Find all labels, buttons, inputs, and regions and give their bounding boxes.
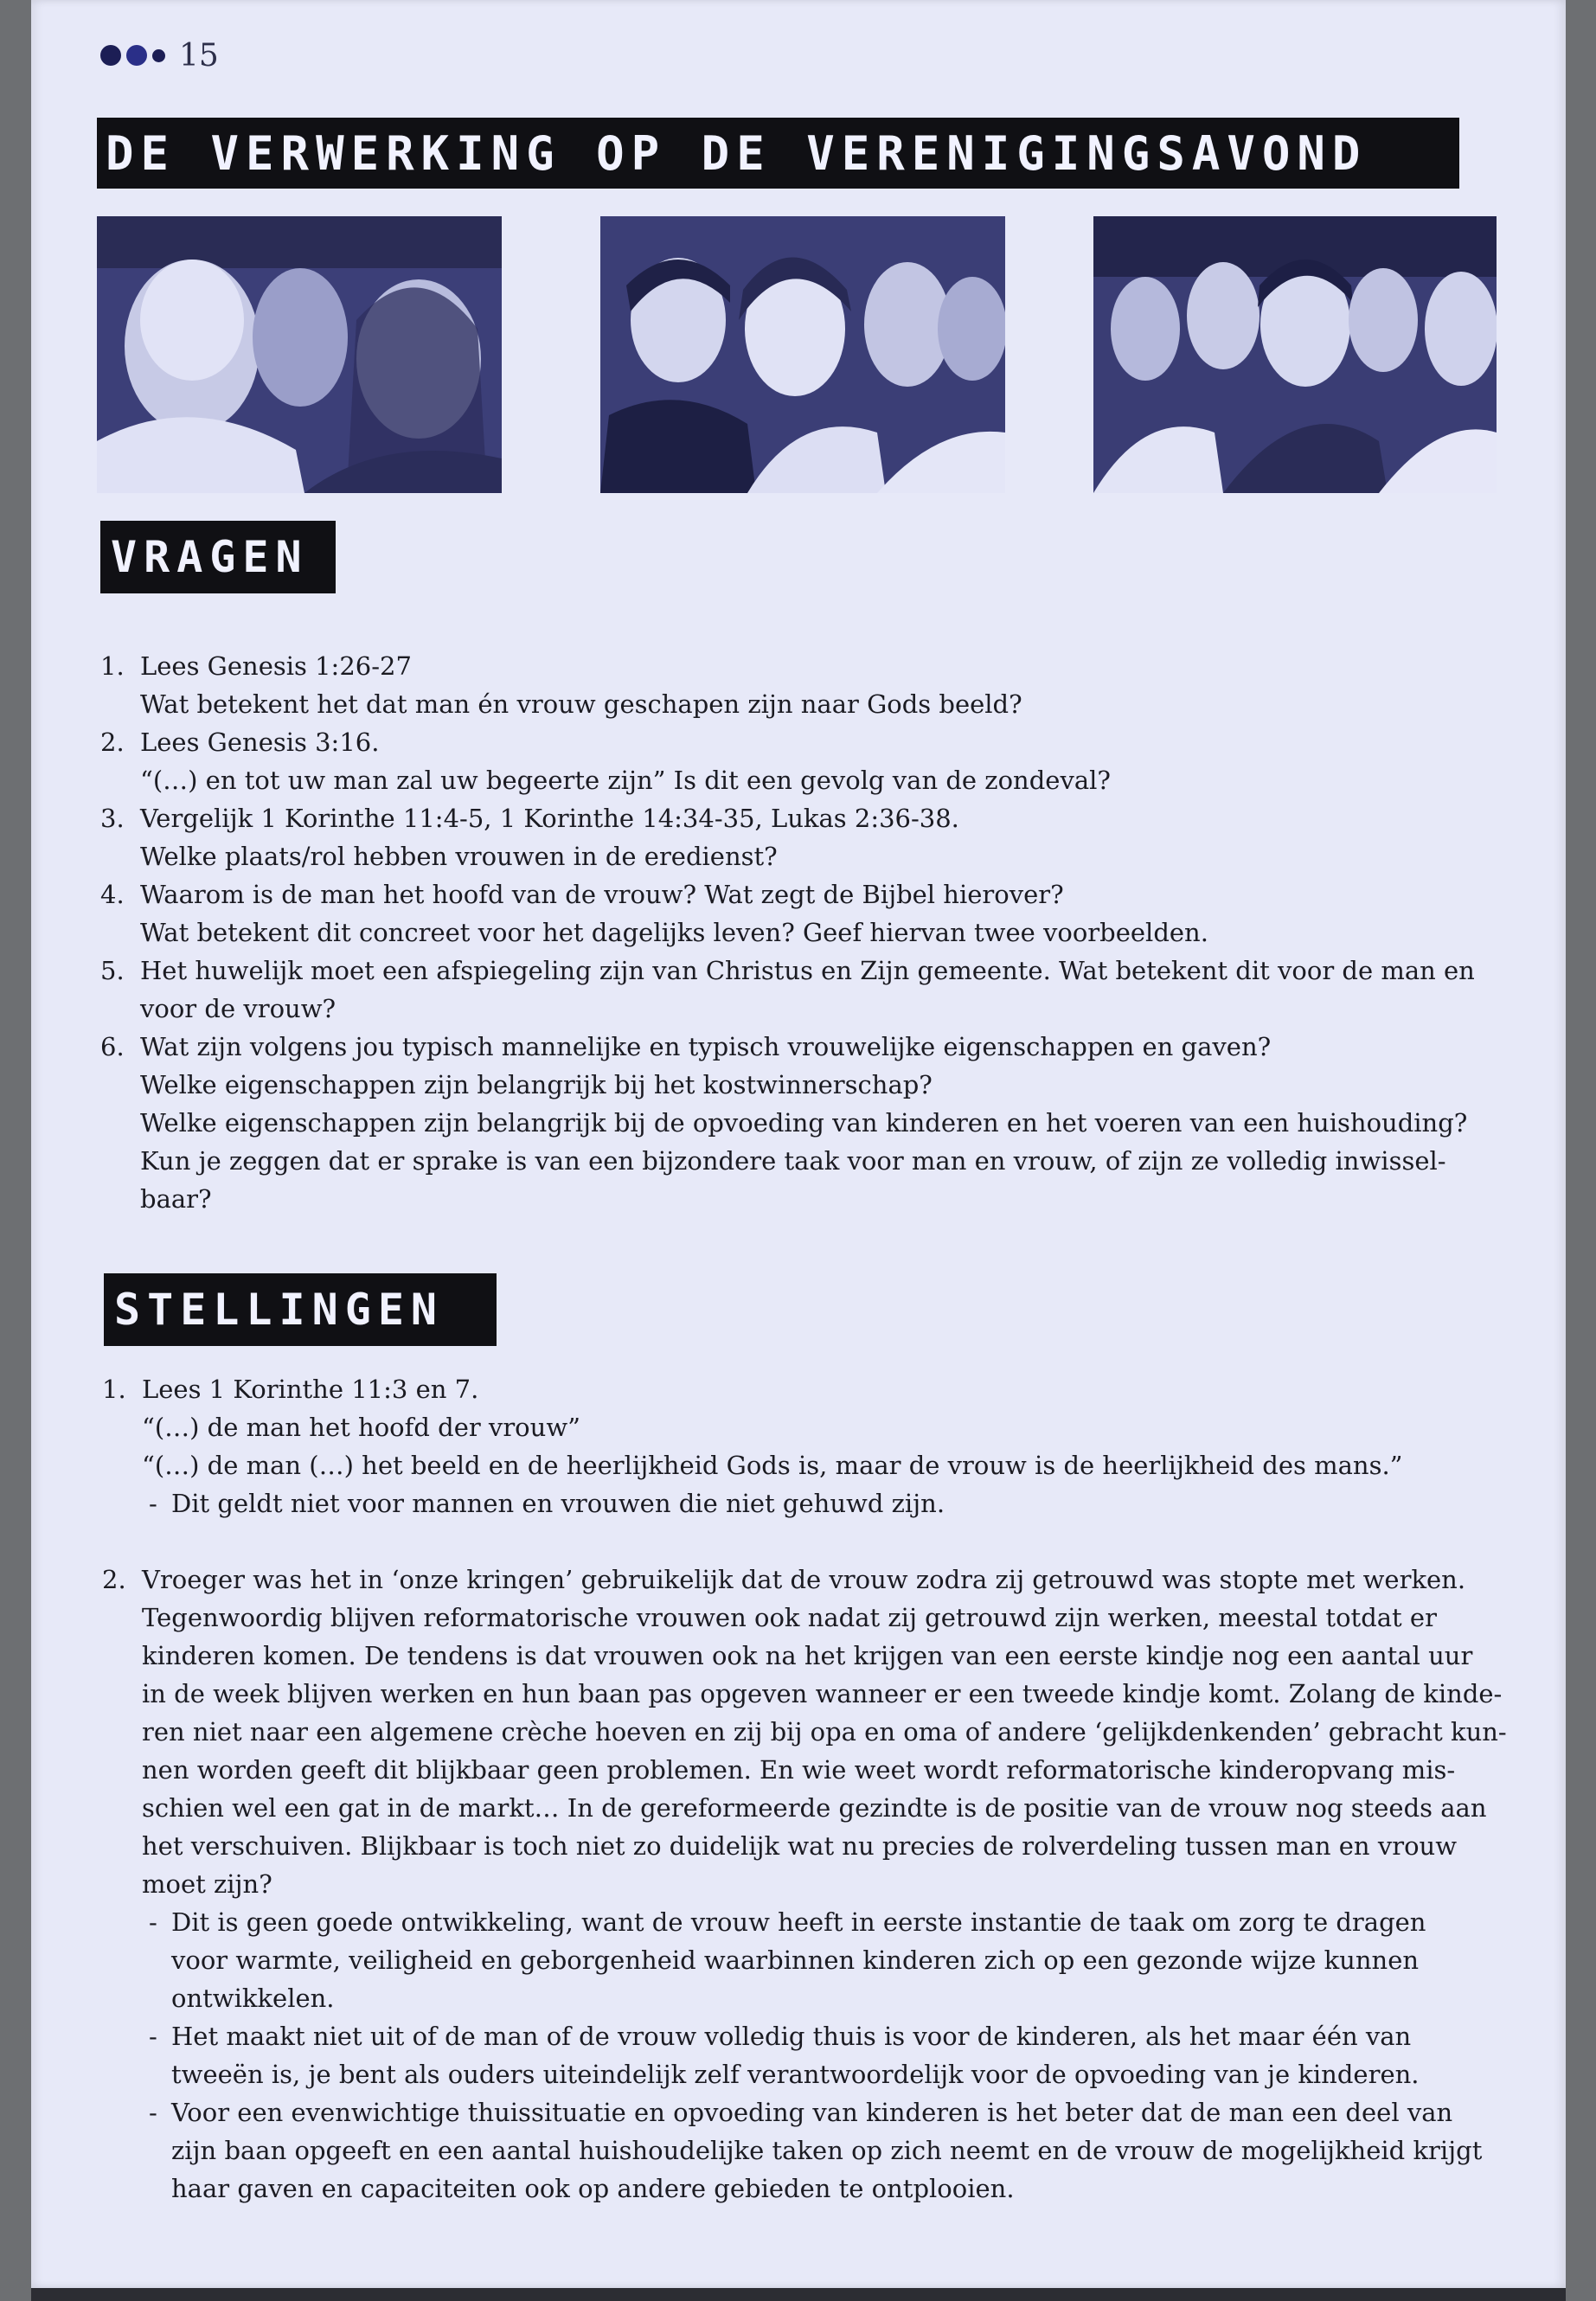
list-item: 6. Wat zijn volgens jou typisch mannelijke en typisch vrouwelijke eigenschappen en gaven? Welke eigenschappen zijn belangrijk bij het kostwinnerschap? Welke eigenschappen zijn belangrijk bij de opvoeding van kinderen en het voeren van een huishouding? Kun je zeggen dat er sprake is van een bijzondere taak voor man en vrouw, of zijn ze volledig inwissel- baar? [100,1032,1468,1214]
list-item: 1. Lees 1 Korinthe 11:3 en 7. “(…) de man het hoofd der vrouw” “(…) de man (…) het beeld en de heerlijkheid Gods is, maar de vrouw is de heerlijkheid des mans.” - Dit geldt niet voor mannen en vrouwen die niet gehuwd zijn. [102,1370,1521,1522]
statement-list [102,1370,1521,2208]
statement-option: - Dit geldt niet voor mannen en vrouwen die niet gehuwd zijn. [142,1484,1521,1522]
page-number-marker [100,36,219,74]
list-item: 2. Lees Genesis 3:16. “(…) en tot uw man zal uw begeerte zijn” Is dit een gevolg van de zondeval? [100,727,1111,795]
dot-icon [152,49,165,62]
section-heading-stellingen: STELLINGEN [104,1273,497,1346]
group-photo-1 [97,216,502,493]
list-item: 3. Vergelijk 1 Korinthe 11:4-5, 1 Korinthe 14:34-35, Lukas 2:36-38. Welke plaats/rol hebben vrouwen in de eredienst? [100,804,959,871]
group-photo-2 [600,216,1005,493]
page-number: 15 [179,37,219,74]
statement-option: - Het maakt niet uit of de man of de vrouw volledig thuis is voor de kinderen, als het maar één van tweeën is, je bent als ouders uiteindelijk zelf verantwoordelijk voor de opvoeding van je kinderen. [142,2017,1521,2093]
list-item: 5. Het huwelijk moet een afspiegeling zijn van Christus en Zijn gemeente. Wat betekent dit voor de man en voor de vrouw? [100,956,1475,1023]
statement-option: - Dit is geen goede ontwikkeling, want de vrouw heeft in eerste instantie de taak om zorg te dragen voor warmte, veiligheid en geborgenheid waarbinnen kinderen zich op een gezonde wijze kunnen ontwikkelen. [142,1903,1521,2017]
list-item: 1. Lees Genesis 1:26-27 Wat betekent het dat man én vrouw geschapen zijn naar Gods beeld? [100,651,1022,719]
page-title: DE VERWERKING OP DE VERENIGINGSAVOND [97,118,1459,189]
section-heading-vragen: VRAGEN [100,521,336,593]
list-item: 2. Vroeger was het in ‘onze kringen’ gebruikelijk dat de vrouw zodra zij getrouwd was stopte met werken. Tegenwoordig blijven reformatorische vrouwen ook nadat zij getrouwd zijn werken, meestal totdat er kinderen komen. De tendens is dat vrouwen ook na het krijgen van een eerste kindje nog een aantal uur in de week blijven werken en hun baan pas opgeven wanneer er een tweede kindje komt. Zolang de kinde- ren niet naar een algemene crèche hoeven en zij bij opa en oma of andere ‘gelijkdenkenden’ gebracht kun- nen worden geeft dit blijkbaar geen problemen. En wie weet wordt reformatorische kinderopvang mis- schien wel een gat in de markt… In de gereformeerde gezindte is de positie van de vrouw nog steeds aan het verschuiven. Blijkbaar is toch niet zo duidelijk wat nu precies de rolverdeling tussen man en vrouw moet zijn? - Dit is geen goede ontwikkeling, want de vrouw heeft in eerste instantie de taak om zorg te dragen voor warmte, veiligheid en geborgenheid waarbinnen kinderen zich op een gezonde wijze kunnen ontwikkelen. - Het maakt niet uit of de man of de vrouw volledig thuis is voor de kinderen, als het maar één van tweeën is, je bent als ouders uiteindelijk zelf verantwoordelijk voor de opvoeding van je kinderen. - Voor een evenwichtige thuissituatie en opvoeding van kinderen is het beter dat de man een deel van zijn baan opgeeft en een aantal huishoudelijke taken op zich neemt en de vrouw de mogelijkheid krijgt haar gaven en capaciteiten ook op andere gebieden te ontplooien. [102,1561,1521,2208]
question-list [100,647,1519,1218]
dot-icon [126,45,147,66]
magazine-page [31,0,1566,2288]
dot-icon [100,45,121,66]
statement-option: - Voor een evenwichtige thuissituatie en opvoeding van kinderen is het beter dat de man een deel van zijn baan opgeeft en een aantal huishoudelijke taken op zich neemt en de vrouw de mogelijkheid krijgt haar gaven en capaciteiten ook op andere gebieden te ontplooien. [142,2093,1521,2208]
list-item: 4. Waarom is de man het hoofd van de vrouw? Wat zegt de Bijbel hierover? Wat betekent dit concreet voor het dagelijks leven? Geef hiervan twee voorbeelden. [100,880,1208,947]
group-photo-3 [1093,216,1497,493]
page-edge [31,2288,1566,2301]
